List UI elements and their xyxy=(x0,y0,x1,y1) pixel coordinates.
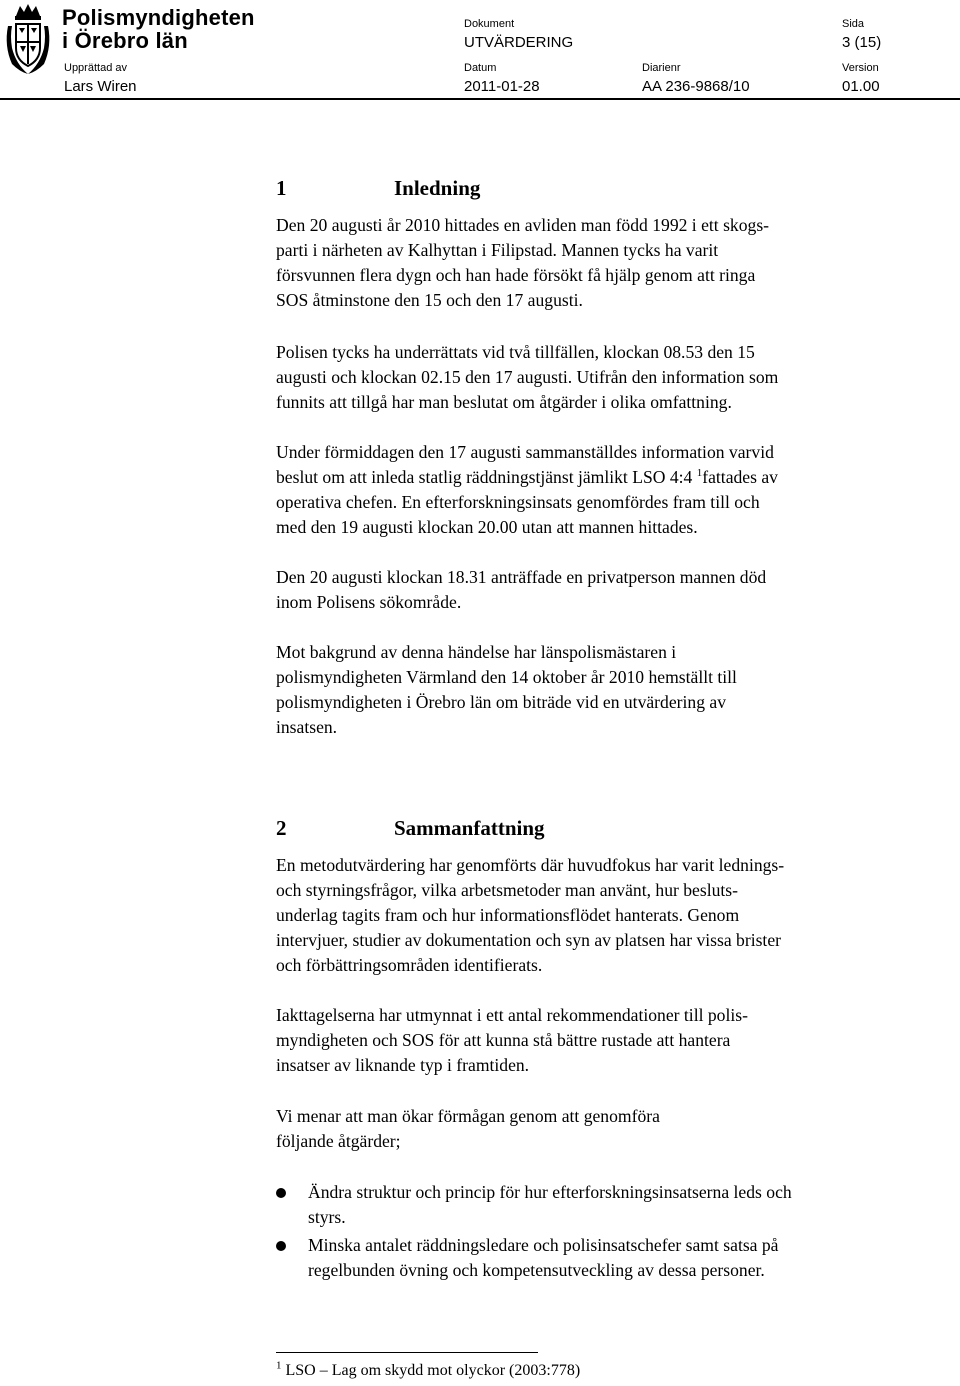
registration-number-label: Diarienr xyxy=(642,62,681,74)
author-value: Lars Wiren xyxy=(64,78,137,95)
section-2-number: 2 xyxy=(276,816,287,840)
section-1-heading: Inledning xyxy=(394,176,481,200)
page-value: 3 (15) xyxy=(842,34,882,51)
section-2-heading: Sammanfattning xyxy=(394,816,545,840)
date-label: Datum xyxy=(464,62,497,74)
section-1-paragraph-2: Polisen tycks ha underrättats vid två tillfällen, klockan 08.53 den 15 augusti och klockan 02.15 den 17 augusti. Utifrån den information som funnits att tillgå har man beslutat om åtgärder i olika omfattning. xyxy=(276,342,779,412)
section-2-paragraph-2: Iakttagelserna har utmynnat i ett antal rekommendationer till polis- myndigheten och SOS för att kunna stå bättre rustade att hantera insatser av liknande typ i framtiden. xyxy=(276,1005,748,1075)
date-value: 2011-01-28 xyxy=(464,78,540,95)
footnote-rule xyxy=(276,1352,538,1353)
section-1-paragraph-4: Den 20 augusti klockan 18.31 anträffade en privatperson mannen död inom Polisens sökområde. xyxy=(276,567,767,612)
section-1-paragraph-5: Mot bakgrund av denna händelse har länspolismästaren i polismyndigheten Värmland den 14 oktober år 2010 hemställt till polismyndigheten i Örebro län om biträde vid en utvärdering av insatsen. xyxy=(276,642,737,737)
police-crest-logo xyxy=(2,2,54,76)
bullet-icon xyxy=(276,1188,286,1198)
footnote xyxy=(276,1359,581,1380)
footnote-marker: 1 xyxy=(276,1359,282,1372)
org-name-line2: i Örebro län xyxy=(62,28,188,53)
footnote-reference[interactable]: 1 xyxy=(696,467,703,480)
bullet-icon xyxy=(276,1241,286,1251)
section-1-number: 1 xyxy=(276,176,287,200)
bullet-item-2: Minska antalet räddningsledare och polisinsatschefer samt satsa på regelbunden övning och kompetensutveckling av dessa personer. xyxy=(308,1235,779,1280)
org-name-line1: Polismyndigheten xyxy=(62,5,255,30)
version-value: 01.00 xyxy=(842,78,880,95)
section-2-paragraph-3: Vi menar att man ökar förmågan genom att genomföra följande åtgärder; xyxy=(276,1106,660,1151)
author-label: Upprättad av xyxy=(64,62,127,74)
registration-number-value: AA 236-9868/10 xyxy=(642,78,750,95)
document-label: Dokument xyxy=(464,18,515,30)
version-label: Version xyxy=(842,62,879,74)
header-rule xyxy=(0,98,960,100)
section-1-paragraph-1: Den 20 augusti år 2010 hittades en avliden man född 1992 i ett skogs- parti i närheten av Kalhyttan i Filipstad. Mannen tycks ha varit försvunnen flera dygn och han hade försökt få hjälp genom att ringa SOS åtminstone den 15 och den 17 augusti. xyxy=(276,215,770,310)
section-2-paragraph-1: En metodutvärdering har genomförts där huvudfokus har varit lednings- och styrningsfrågor, vilka arbetsmetoder man använt, hur besluts- underlag tagits fram och hur informationsflödet hanterats. Genom intervjuer, studier av dokumentation och syn av platsen har vissa brister och förbättringsområden identifierats. xyxy=(276,855,785,975)
document-value: UTVÄRDERING xyxy=(464,34,574,51)
section-1-paragraph-3: Under förmiddagen den 17 augusti sammanställdes information varvid beslut om att inleda statlig räddningstjänst jämlikt LSO 4:4 $^1$fattades av operativa chefen. En efterforskningsinsats genomfördes fram till och med den 19 augusti klockan 20.00 utan att mannen hittades. xyxy=(276,442,778,537)
organization-name xyxy=(62,6,255,52)
bullet-item-1: Ändra struktur och princip för hur efterforskningsinsatserna leds och styrs. xyxy=(308,1182,792,1227)
page-label: Sida xyxy=(842,18,865,30)
footnote-text: LSO – Lag om skydd mot olyckor (2003:778) xyxy=(281,1362,581,1379)
